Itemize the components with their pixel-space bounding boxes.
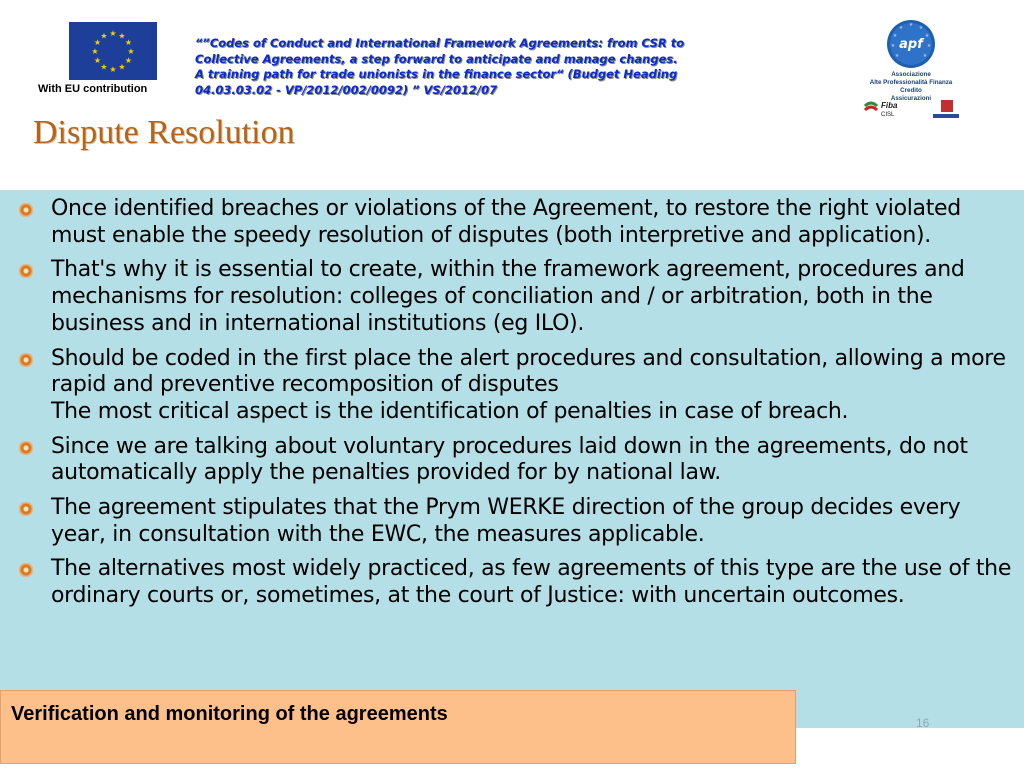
list-item <box>0 556 1024 609</box>
list-item <box>0 434 1024 487</box>
eu-flag-icon <box>69 22 157 80</box>
apf-badge-text: apf <box>899 37 923 52</box>
slide-title: Dispute Resolution <box>33 114 295 151</box>
svg-text:★: ★ <box>109 65 117 74</box>
project-line: 04.03.03.02 - VP/2012/002/0092) ” VS/2012/07 <box>195 82 498 97</box>
svg-text:★: ★ <box>926 43 932 49</box>
svg-text:★: ★ <box>124 56 133 65</box>
project-line: Collective Agreements, a step forward to anticipate and manage changes. <box>195 51 678 66</box>
svg-text:★: ★ <box>93 38 102 47</box>
logo-line: Associazione <box>891 71 931 78</box>
bullet-icon <box>19 264 33 278</box>
footer-band <box>0 690 796 764</box>
list-item <box>0 346 1024 426</box>
svg-text:★: ★ <box>109 29 117 38</box>
svg-text:★: ★ <box>898 25 904 31</box>
eu-caption: With EU contribution <box>38 83 148 95</box>
bullet-icon <box>19 203 33 217</box>
svg-text:★: ★ <box>127 47 135 56</box>
bullet-text: Since we are talking about voluntary procedures laid down in the agreements, do not automatically apply the penalties provided for by national law. <box>51 433 968 486</box>
logo-line: Assicurazioni <box>890 95 932 102</box>
logo-line: Alte Professionalità Finanza <box>869 79 953 86</box>
svg-text:★: ★ <box>124 38 133 47</box>
logo-line: Credito <box>900 87 922 94</box>
cisl-text: CISL <box>881 112 895 118</box>
bullet-text: The agreement stipulates that the Prym WERKE direction of the group decides every year, in consultation with the EWC, the measures applicable. <box>51 495 961 547</box>
project-line: “”Codes of Conduct and International Framework Agreements: from CSR to <box>195 36 685 50</box>
svg-text:★: ★ <box>890 43 896 49</box>
svg-text:★: ★ <box>118 31 126 41</box>
svg-text:★: ★ <box>924 33 930 39</box>
bullet-text: Should be coded in the first place the alert procedures and consultation, allowing a more rapid and preventive recomposition of disputes The most critical aspect is the identification of penalties in case of breach. <box>51 345 1006 424</box>
page-number: 16 <box>916 716 930 730</box>
content-box <box>0 190 1024 728</box>
svg-text:★: ★ <box>894 53 900 59</box>
footer-text: Verification and monitoring of the agreements <box>11 703 448 725</box>
bullet-text: Once identified breaches or violations of the Agreement, to restore the right violated must enable the speedy resolution of disputes (both interpretive and application). <box>51 196 961 248</box>
svg-text:★: ★ <box>908 22 914 28</box>
apf-logo-icon <box>855 10 967 122</box>
svg-text:★: ★ <box>918 25 924 31</box>
svg-text:★: ★ <box>100 62 108 72</box>
svg-text:★: ★ <box>100 31 108 41</box>
bullet-icon <box>19 353 33 367</box>
svg-text:★: ★ <box>93 56 102 65</box>
list-item <box>0 495 1024 548</box>
bullet-icon <box>19 563 33 577</box>
bullet-icon <box>19 441 33 455</box>
list-item <box>0 257 1024 337</box>
list-item <box>0 196 1024 249</box>
bullet-list <box>0 196 1024 618</box>
svg-text:★: ★ <box>922 53 928 59</box>
svg-text:★: ★ <box>91 47 99 56</box>
svg-text:★: ★ <box>118 62 126 72</box>
bullet-icon <box>19 502 33 516</box>
fiba-text: Fiba <box>881 101 898 110</box>
bullet-text: The alternatives most widely practiced, as few agreements of this type are the use of the ordinary courts or, sometimes, at the court of Justice: with uncertain outcomes. <box>51 556 1012 609</box>
project-line: A training path for trade unionists in the finance sector“ (Budget Heading <box>195 67 678 81</box>
bullet-text: That's why it is essential to create, within the framework agreement, procedures and mechanisms for resolution: colleges of conciliation and / or arbitration, both in the business and in international institutions (eg ILO). <box>51 257 965 336</box>
svg-text:★: ★ <box>892 33 898 39</box>
project-header-note <box>195 36 795 98</box>
